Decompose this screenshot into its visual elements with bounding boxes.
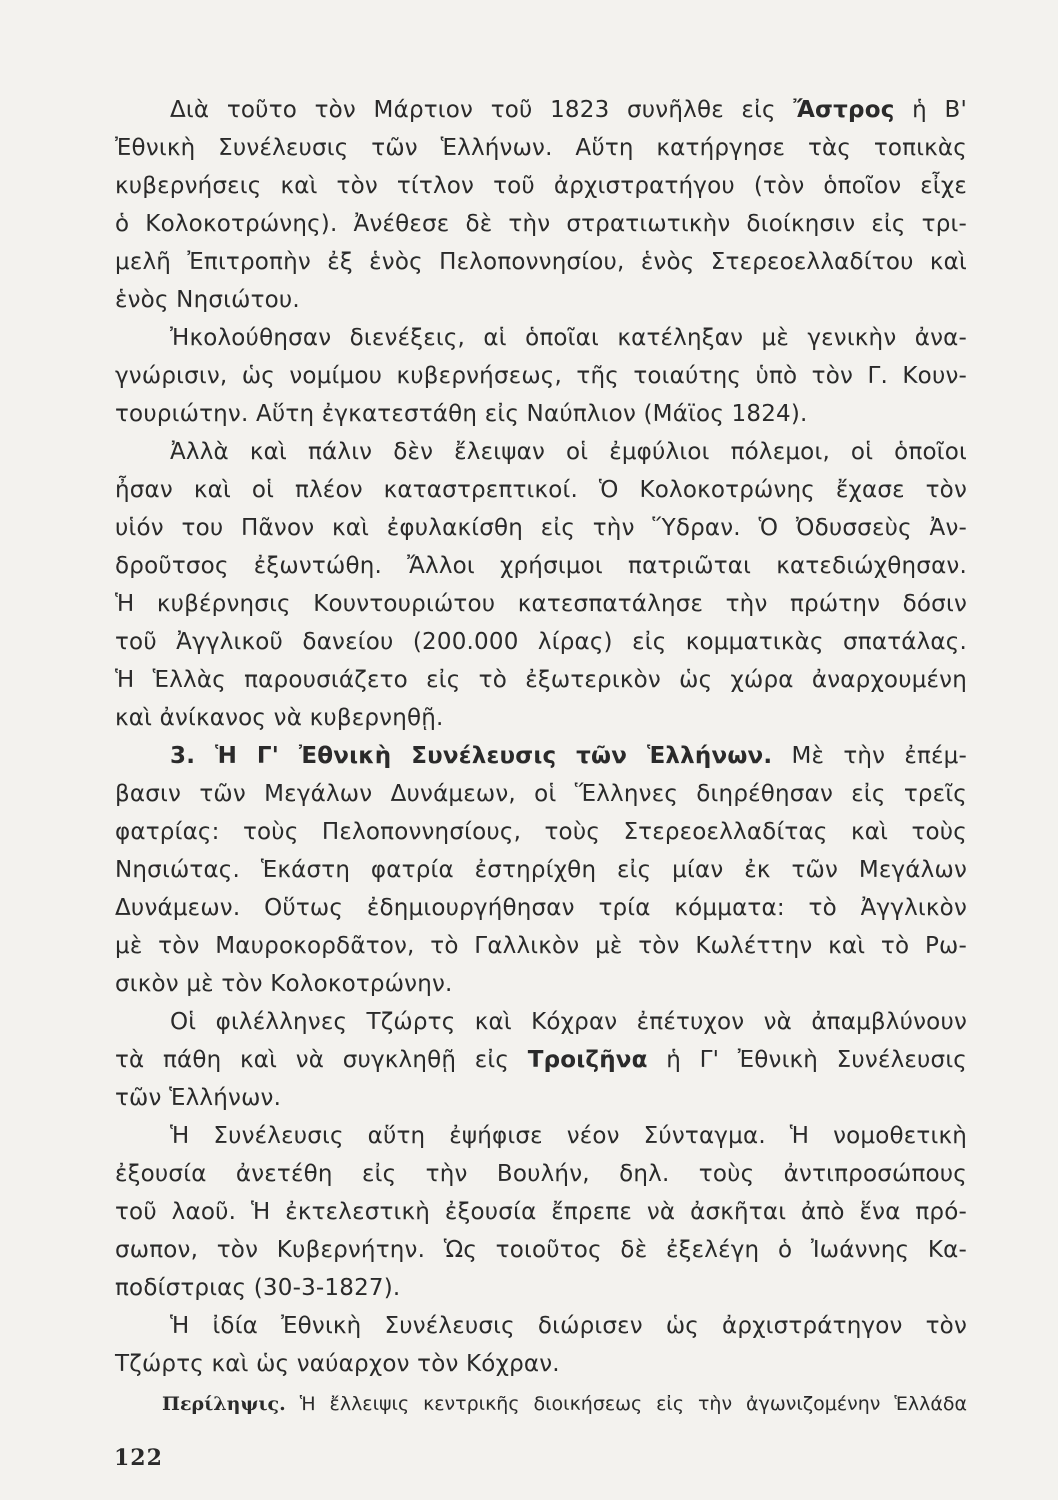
text-line: μὲ τὸν Μαυροκορδᾶτον, τὸ Γαλλικὸν μὲ τὸν Κωλέττην καὶ τὸ Ρω- xyxy=(115,933,967,959)
text-line: ὁ Κολοκοτρώνης). Ἀνέθεσε δὲ τὴν στρατιωτικὴν διοίκησιν εἰς τρι- xyxy=(115,211,967,237)
place-name-astros: Ἄστρος xyxy=(793,97,895,123)
text-line: τὰ πάθη καὶ νὰ συγκληθῇ εἰς Τροιζῆνα ἡ Γ' Ἐθνικὴ Συνέλευσις xyxy=(115,1047,968,1073)
page-number: 122 xyxy=(114,1445,163,1471)
text-line: Ἠκολούθησαν διενέξεις, αἱ ὁποῖαι κατέληξαν μὲ γενικὴν ἀνα- xyxy=(170,325,967,351)
text-line: τουριώτην. Αὕτη ἐγκατεστάθη εἰς Ναύπλιον (Μάϊος 1824). xyxy=(115,401,808,427)
text-line: ποδίστριας (30-3-1827). xyxy=(115,1275,401,1301)
text-line: Τζώρτς καὶ ὡς ναύαρχον τὸν Κόχραν. xyxy=(115,1351,560,1377)
place-name-troizina: Τροιζῆνα xyxy=(527,1047,648,1073)
section-heading-line: 3. Ἡ Γ' Ἐθνικὴ Συνέλευσις τῶν Ἑλλήνων. Μὲ τὴν ἐπέμ- xyxy=(170,743,967,769)
text-line: καὶ ἀνίκανος νὰ κυβερνηθῇ. xyxy=(115,705,444,731)
text-line: σικὸν μὲ τὸν Κολοκοτρώνην. xyxy=(115,971,453,997)
text-line: ἐξουσία ἀνετέθη εἰς τὴν Βουλήν, δηλ. τοὺς ἀντιπροσώπους xyxy=(115,1161,967,1187)
summary-lead: Περίληψις. xyxy=(162,1393,286,1415)
text-line: ἦσαν καὶ οἱ πλέον καταστρεπτικοί. Ὁ Κολοκοτρώνης ἔχασε τὸν xyxy=(115,477,967,503)
text-line: ἑνὸς Νησιώτου. xyxy=(115,287,300,313)
text-line: σωπον, τὸν Κυβερνήτην. Ὡς τοιοῦτος δὲ ἐξελέγη ὁ Ἰωάννης Κα- xyxy=(115,1237,967,1263)
text-line: Ἡ ἰδία Ἐθνικὴ Συνέλευσις διώρισεν ὡς ἀρχιστράτηγον τὸν xyxy=(170,1313,967,1339)
text-line: Δυνάμεων. Οὕτως ἐδημιουργήθησαν τρία κόμματα: τὸ Ἀγγλικὸν xyxy=(115,895,967,921)
text-line: Οἱ φιλέλληνες Τζώρτς καὶ Κόχραν ἐπέτυχον νὰ ἀπαμβλύνουν xyxy=(170,1009,967,1035)
summary-line xyxy=(162,1391,967,1417)
text-line: Ἡ Ἑλλὰς παρουσιάζετο εἰς τὸ ἐξωτερικὸν ὡς χώρα ἀναρχουμένη xyxy=(115,667,967,693)
text-line: υἱόν του Πᾶνον καὶ ἐφυλακίσθη εἰς τὴν Ὕδραν. Ὁ Ὀδυσσεὺς Ἀν- xyxy=(115,515,967,541)
text-line: μελῆ Ἐπιτροπὴν ἐξ ἑνὸς Πελοποννησίου, ἑνὸς Στερεοελλαδίτου καὶ xyxy=(115,249,967,275)
text-line: Ἐθνικὴ Συνέλευσις τῶν Ἑλλήνων. Αὕτη κατήργησε τὰς τοπικὰς xyxy=(115,135,967,161)
text-line: δροῦτσος ἐξωντώθη. Ἄλλοι χρήσιμοι πατριῶται κατεδιώχθησαν. xyxy=(115,553,967,579)
text-line: Νησιώτας. Ἑκάστη φατρία ἐστηρίχθη εἰς μίαν ἐκ τῶν Μεγάλων xyxy=(115,857,967,883)
text-line: Διὰ τοῦτο τὸν Μάρτιον τοῦ 1823 συνῆλθε εἰς Ἄστρος ἡ Β' xyxy=(170,97,967,123)
text-line: τοῦ λαοῦ. Ἡ ἐκτελεστικὴ ἐξουσία ἔπρεπε νὰ ἀσκῆται ἀπὸ ἕνα πρό- xyxy=(115,1199,967,1225)
text-line: Ἡ κυβέρνησις Κουντουριώτου κατεσπατάλησε τὴν πρώτην δόσιν xyxy=(115,591,967,617)
text-line: βασιν τῶν Μεγάλων Δυνάμεων, οἱ Ἕλληνες διηρέθησαν εἰς τρεῖς xyxy=(115,781,967,807)
section-heading: 3. Ἡ Γ' Ἐθνικὴ Συνέλευσις τῶν Ἑλλήνων. xyxy=(170,743,773,769)
text-line: φατρίας: τοὺς Πελοποννησίους, τοὺς Στερεοελλαδίτας καὶ τοὺς xyxy=(115,819,967,845)
text-line: γνώρισιν, ὡς νομίμου κυβερνήσεως, τῆς τοιαύτης ὑπὸ τὸν Γ. Κουν- xyxy=(115,363,967,389)
text-line: κυβερνήσεις καὶ τὸν τίτλον τοῦ ἀρχιστρατήγου (τὸν ὁποῖον εἶχε xyxy=(115,173,967,199)
text-line: τῶν Ἑλλήνων. xyxy=(115,1085,282,1111)
text-line: Ἀλλὰ καὶ πάλιν δὲν ἔλειψαν οἱ ἐμφύλιοι πόλεμοι, οἱ ὁποῖοι xyxy=(170,439,967,465)
text-line: Ἡ Συνέλευσις αὕτη ἐψήφισε νέον Σύνταγμα. Ἡ νομοθετικὴ xyxy=(170,1123,967,1149)
text-line: τοῦ Ἀγγλικοῦ δανείου (200.000 λίρας) εἰς κομματικὰς σπατάλας. xyxy=(115,629,967,655)
summary-text: Ἡ ἔλλειψις κεντρικῆς διοικήσεως εἰς τὴν ἀγωνιζομένην Ἑλλάδα xyxy=(285,1393,967,1415)
